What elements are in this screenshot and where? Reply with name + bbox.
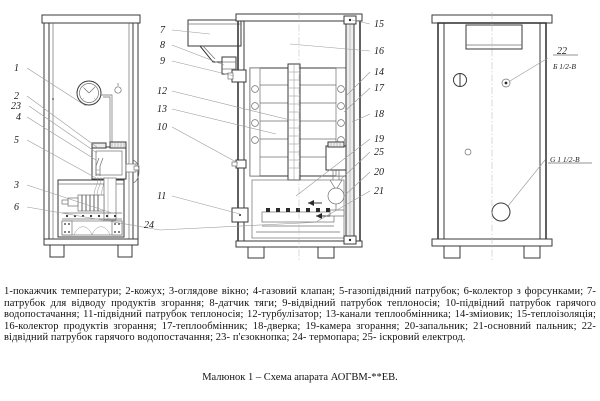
legend-block: [0, 286, 600, 344]
thread-label-g-one-half: G 1 1/2-В: [550, 155, 580, 164]
callout-number-24: 24: [144, 220, 154, 231]
thread-label-g-half: Б 1/2-В: [553, 62, 576, 71]
callout-number-15: 15: [374, 19, 384, 30]
callout-number-19: 19: [374, 134, 384, 145]
callout-number-12: 12: [157, 86, 167, 97]
callout-number-3: 3: [14, 180, 19, 191]
callout-number-22: 22: [557, 46, 567, 57]
callout-number-1: 1: [14, 63, 19, 74]
callout-number-5: 5: [14, 135, 19, 146]
callout-number-7: 7: [160, 25, 165, 36]
callout-number-16: 16: [374, 46, 384, 57]
callout-number-4: 4: [16, 112, 21, 123]
callout-number-23: 23: [11, 101, 21, 112]
callout-number-2: 2: [14, 91, 19, 102]
legend-text: 1-покажчик температури; 2-кожух; 3-оглядове вікно; 4-газовий клапан; 5-газопідвідний патрубок; 6-колектор з форсунками; 7-патрубок для відводу продуктів згорання; 8-датчик тяги; 9-відвідний патрубок теплоносія; 10-підвідний патрубок гарячого водопостачання; 11-підвідний патрубок теплоносія; 12-турбулізатор; 13-канали теплообмінника; 14-зміиовик; 15-теплоізоляція; 16-колектор продуктів згорання; 17-теплообмінник; 18-дверка; 19-камера згорання; 20-запальник; 21-основний пальник; 22- відвідний патрубок гарячого водопостачання; 23- п'єзокнопка; 24- термопара; 25- іскровий електрод.: [4, 286, 596, 344]
callout-number-8: 8: [160, 40, 165, 51]
callout-number-10: 10: [157, 122, 167, 133]
callout-number-25: 25: [374, 147, 384, 158]
callout-number-9: 9: [160, 56, 165, 67]
callout-number-21: 21: [374, 186, 384, 197]
callout-number-18: 18: [374, 109, 384, 120]
callout-number-6: 6: [14, 202, 19, 213]
callout-number-20: 20: [374, 167, 384, 178]
callout-number-11: 11: [157, 191, 167, 202]
callout-number-13: 13: [157, 104, 167, 115]
figure-caption-row: [0, 372, 600, 383]
callout-number-14: 14: [374, 67, 384, 78]
callout-number-17: 17: [374, 83, 384, 94]
figure-caption: Малюнок 1 – Схема апарата АОГВМ-**ЕВ.: [202, 372, 398, 383]
